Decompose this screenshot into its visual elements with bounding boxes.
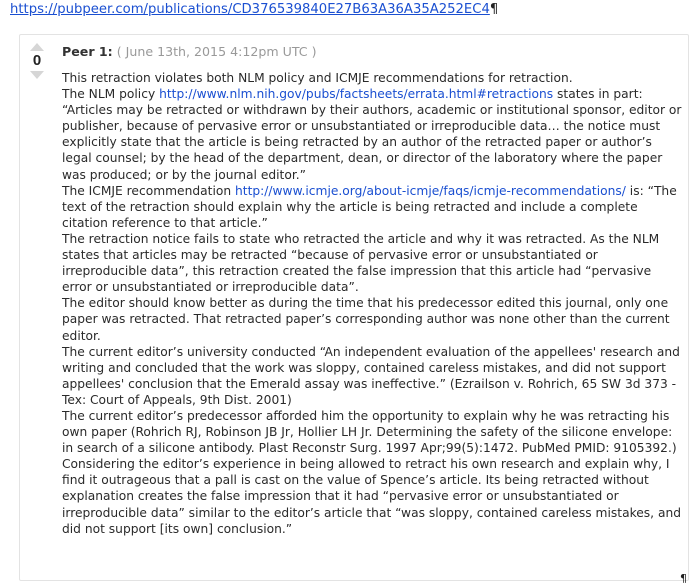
vote-widget (25, 43, 49, 79)
comment-paragraph: Considering the editor’s experience in being allowed to retract his own research and explain why, I find it outrageous that a pall is cast on the value of Spence’s article. Its being retracted without explanation creates the false impression that it had “pervasive error or unsubstantiated or irreproducible data” similar to the editor’s article that “was sloppy, contained careless mistakes, and did not support [its own] conclusion.” (62, 457, 681, 536)
comment-paragraph: The current editor’s predecessor afforded him the opportunity to explain why he was retracting his own paper (Rohrich RJ, Robinson JB Jr, Hollier LH Jr. Determining the safety of the silicone envelope: in search of a silicone antibody. Plast Reconstr Surg. 1997 Apr;99(5):1472. PubMed PMID: 9105392.) (62, 408, 677, 456)
paragraph-text: states in part: “Articles may be retracted or withdrawn by their authors, academic or institutional sponsor, editor or publisher, because of pervasive error or unsubstantiated or irreproducible data… the notice must explicitly state that the article is being retracted by an author of the retracted paper or author’s legal counsel; by the head of the department, dean, or director of the laboratory where the paper was produced; or by the journal editor.” (62, 87, 682, 182)
paragraph-mark: ¶ (489, 2, 499, 17)
paragraph-end-mark: ¶ (680, 572, 687, 585)
comment-author: Peer 1: (62, 44, 113, 59)
paragraph-text: The ICMJE recommendation (62, 183, 236, 198)
comment-date: ( June 13th, 2015 4:12pm UTC ) (116, 44, 317, 59)
comment-paragraph: The editor should know better as during the time that his predecessor edited this journal, only one paper was retracted. That retracted paper’s corresponding author was none other than the current editor. (62, 296, 670, 343)
comment-header (62, 44, 317, 59)
icmje-link[interactable]: http://www.icmje.org/about-icmje/faqs/icmje-recommendations/ (235, 183, 626, 198)
comment-paragraph (62, 86, 682, 183)
comment-paragraph: The current editor’s university conducted “An independent evaluation of the appellees' research and writing and concluded that the work was sloppy, contained careless mistakes, and did not support appellees' conclusion that the Emerald assay was ineffective.” (Ezrailson v. Rohrich, 65 SW 3d 373 - Tex: Court of Appeals, 9th Dist. 2001) (62, 344, 680, 407)
comment-paragraph: This retraction violates both NLM policy and ICMJE recommendations for retraction. (62, 71, 573, 85)
comment-paragraph: The retraction notice fails to state who retracted the article and why it was retracted. As the NLM states that articles may be retracted “because of pervasive error or unsubstantiated or irreproducible data”, this retraction created the false impression that this article had “pervasive error or unsubstantiated or irreproducible data”. (62, 231, 660, 295)
nlm-policy-link[interactable]: http://www.nlm.nih.gov/pubs/factsheets/errata.html#retractions (159, 87, 554, 102)
downvote-arrow-icon[interactable] (30, 71, 44, 79)
paragraph-text: is: “The text of the retraction should explain why the article is being retracted and include a complete citation reference to that article.” (62, 183, 677, 230)
upvote-arrow-icon[interactable] (30, 43, 44, 51)
comment-card (19, 34, 689, 581)
comment-body (62, 70, 682, 537)
vote-count: 0 (32, 52, 42, 69)
paragraph-text: The NLM policy (62, 87, 160, 102)
comment-paragraph (62, 183, 682, 231)
publication-url-link[interactable]: https://pubpeer.com/publications/CD376539840E27B63A36A35A252EC4 (10, 2, 490, 17)
publication-url-line (10, 1, 498, 18)
